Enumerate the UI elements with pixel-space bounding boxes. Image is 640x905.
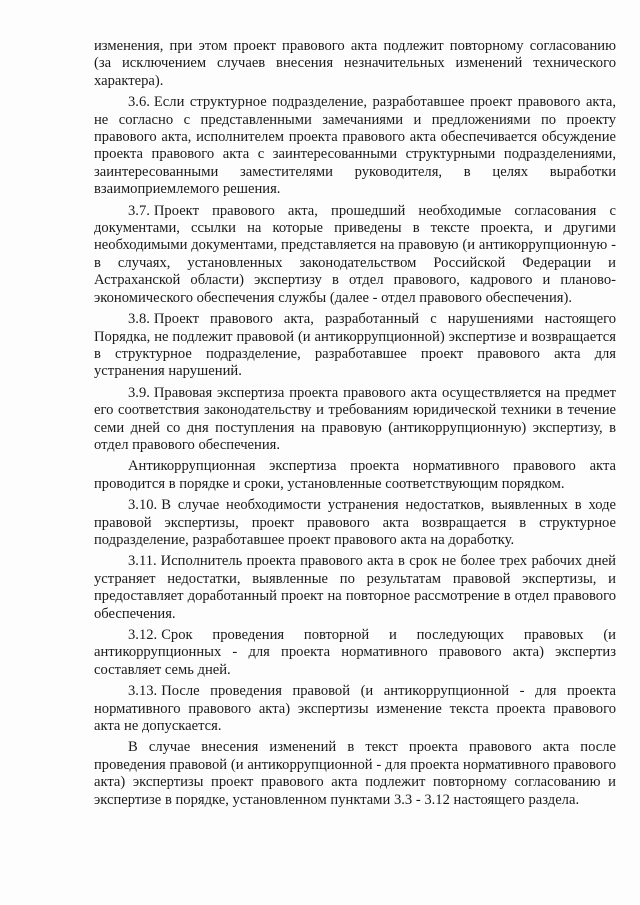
paragraph-anticorruption: [94, 458, 616, 493]
paragraph-3-7: [94, 203, 616, 307]
paragraph-3-6: [94, 94, 616, 198]
document-body: [94, 38, 616, 813]
paragraph-text: В случае внесения изменений в текст проекта правового акта после проведения правовой (и антикоррупционной - для проекта нормативного правового акта) экспертизы проект правового акта подлежит повторному согласованию и экспертизе в порядке, установленном пунктами 3.3 - 3.12 настоящего раздела.: [94, 739, 616, 808]
paragraph-3-8: [94, 311, 616, 381]
paragraph-continuation: [94, 38, 616, 90]
paragraph-number: 3.9.: [128, 384, 150, 401]
paragraph-text: Если структурное подразделение, разработавшее проект правового акта, не согласно с представленными замечаниями и предложениями по проекту правового акта, исполнителем проекта правового акта обеспечивается обсуждение проекта правового акта с заинтересованными структурными подразделениями, заинтересованными заместителями руководителя, в целях выработки взаимоприемлемого решения.: [94, 94, 616, 198]
paragraph-text: После проведения правовой (и антикоррупционной - для проекта нормативного правового акта) экспертизы изменение текста проекта правового акта не допускается.: [94, 683, 616, 735]
paragraph-number: 3.8.: [128, 311, 150, 328]
paragraph-text: Срок проведения повторной и последующих правовых (и антикоррупционных - для проекта нормативного правового акта) экспертиз составляет семь дней.: [94, 627, 616, 678]
paragraph-number: 3.12.: [128, 627, 158, 643]
paragraph-3-9: [94, 385, 616, 455]
paragraph-3-10: [94, 497, 616, 549]
paragraph-number: 3.6.: [128, 94, 150, 111]
paragraph-number: 3.11.: [128, 553, 157, 570]
paragraph-3-12: [94, 627, 616, 679]
paragraph-text: Проект правового акта, прошедший необходимые согласования с документами, ссылки на которые приведены в тексте проекта, и другими необходимыми документами, представляется на правовую (и антикоррупционную - в случаях, установленных законодательством Российской Федерации и Астраханской области) экспертизу в отдел правового, кадрового и планово-экономического обеспечения службы (далее - отдел правового обеспечения).: [94, 202, 616, 306]
paragraph-number: 3.7.: [128, 202, 150, 219]
paragraph-number: 3.10.: [128, 497, 158, 514]
paragraph-3-11: [94, 553, 616, 623]
paragraph-text: Проект правового акта, разработанный с нарушениями настоящего Порядка, не подлежит правовой (и антикоррупционной) экспертизе и возвращается в структурное подразделение, разработавшее проект правового акта для устранения нарушений.: [94, 311, 616, 380]
paragraph-text: Правовая экспертиза проекта правового акта осуществляется на предмет его соответствия законодательству и требованиям юридической техники в течение семи дней со дня поступления на правовую (антикоррупционную) экспертизу, в отдел правового обеспечения.: [94, 384, 616, 453]
paragraph-changes: [94, 739, 616, 809]
paragraph-text: Антикоррупционная экспертиза проекта нормативного правового акта проводится в порядке и сроки, установленные соответствующим порядком.: [94, 458, 616, 492]
paragraph-text: изменения, при этом проект правового акта подлежит повторному согласованию (за исключением случаев внесения незначительных изменений технического характера).: [94, 38, 616, 89]
paragraph-3-13: [94, 683, 616, 735]
paragraph-text: Исполнитель проекта правового акта в срок не более трех рабочих дней устраняет недостатки, выявленные по результатам правовой экспертизы, и предоставляет доработанный проект на повторное рассмотрение в отдел правового обеспечения.: [94, 553, 616, 622]
paragraph-number: 3.13.: [128, 683, 158, 700]
paragraph-text: В случае необходимости устранения недостатков, выявленных в ходе правовой экспертизы, проект правового акта возвращается в структурное подразделение, разработавшее проект правового акта на доработку.: [94, 497, 616, 548]
